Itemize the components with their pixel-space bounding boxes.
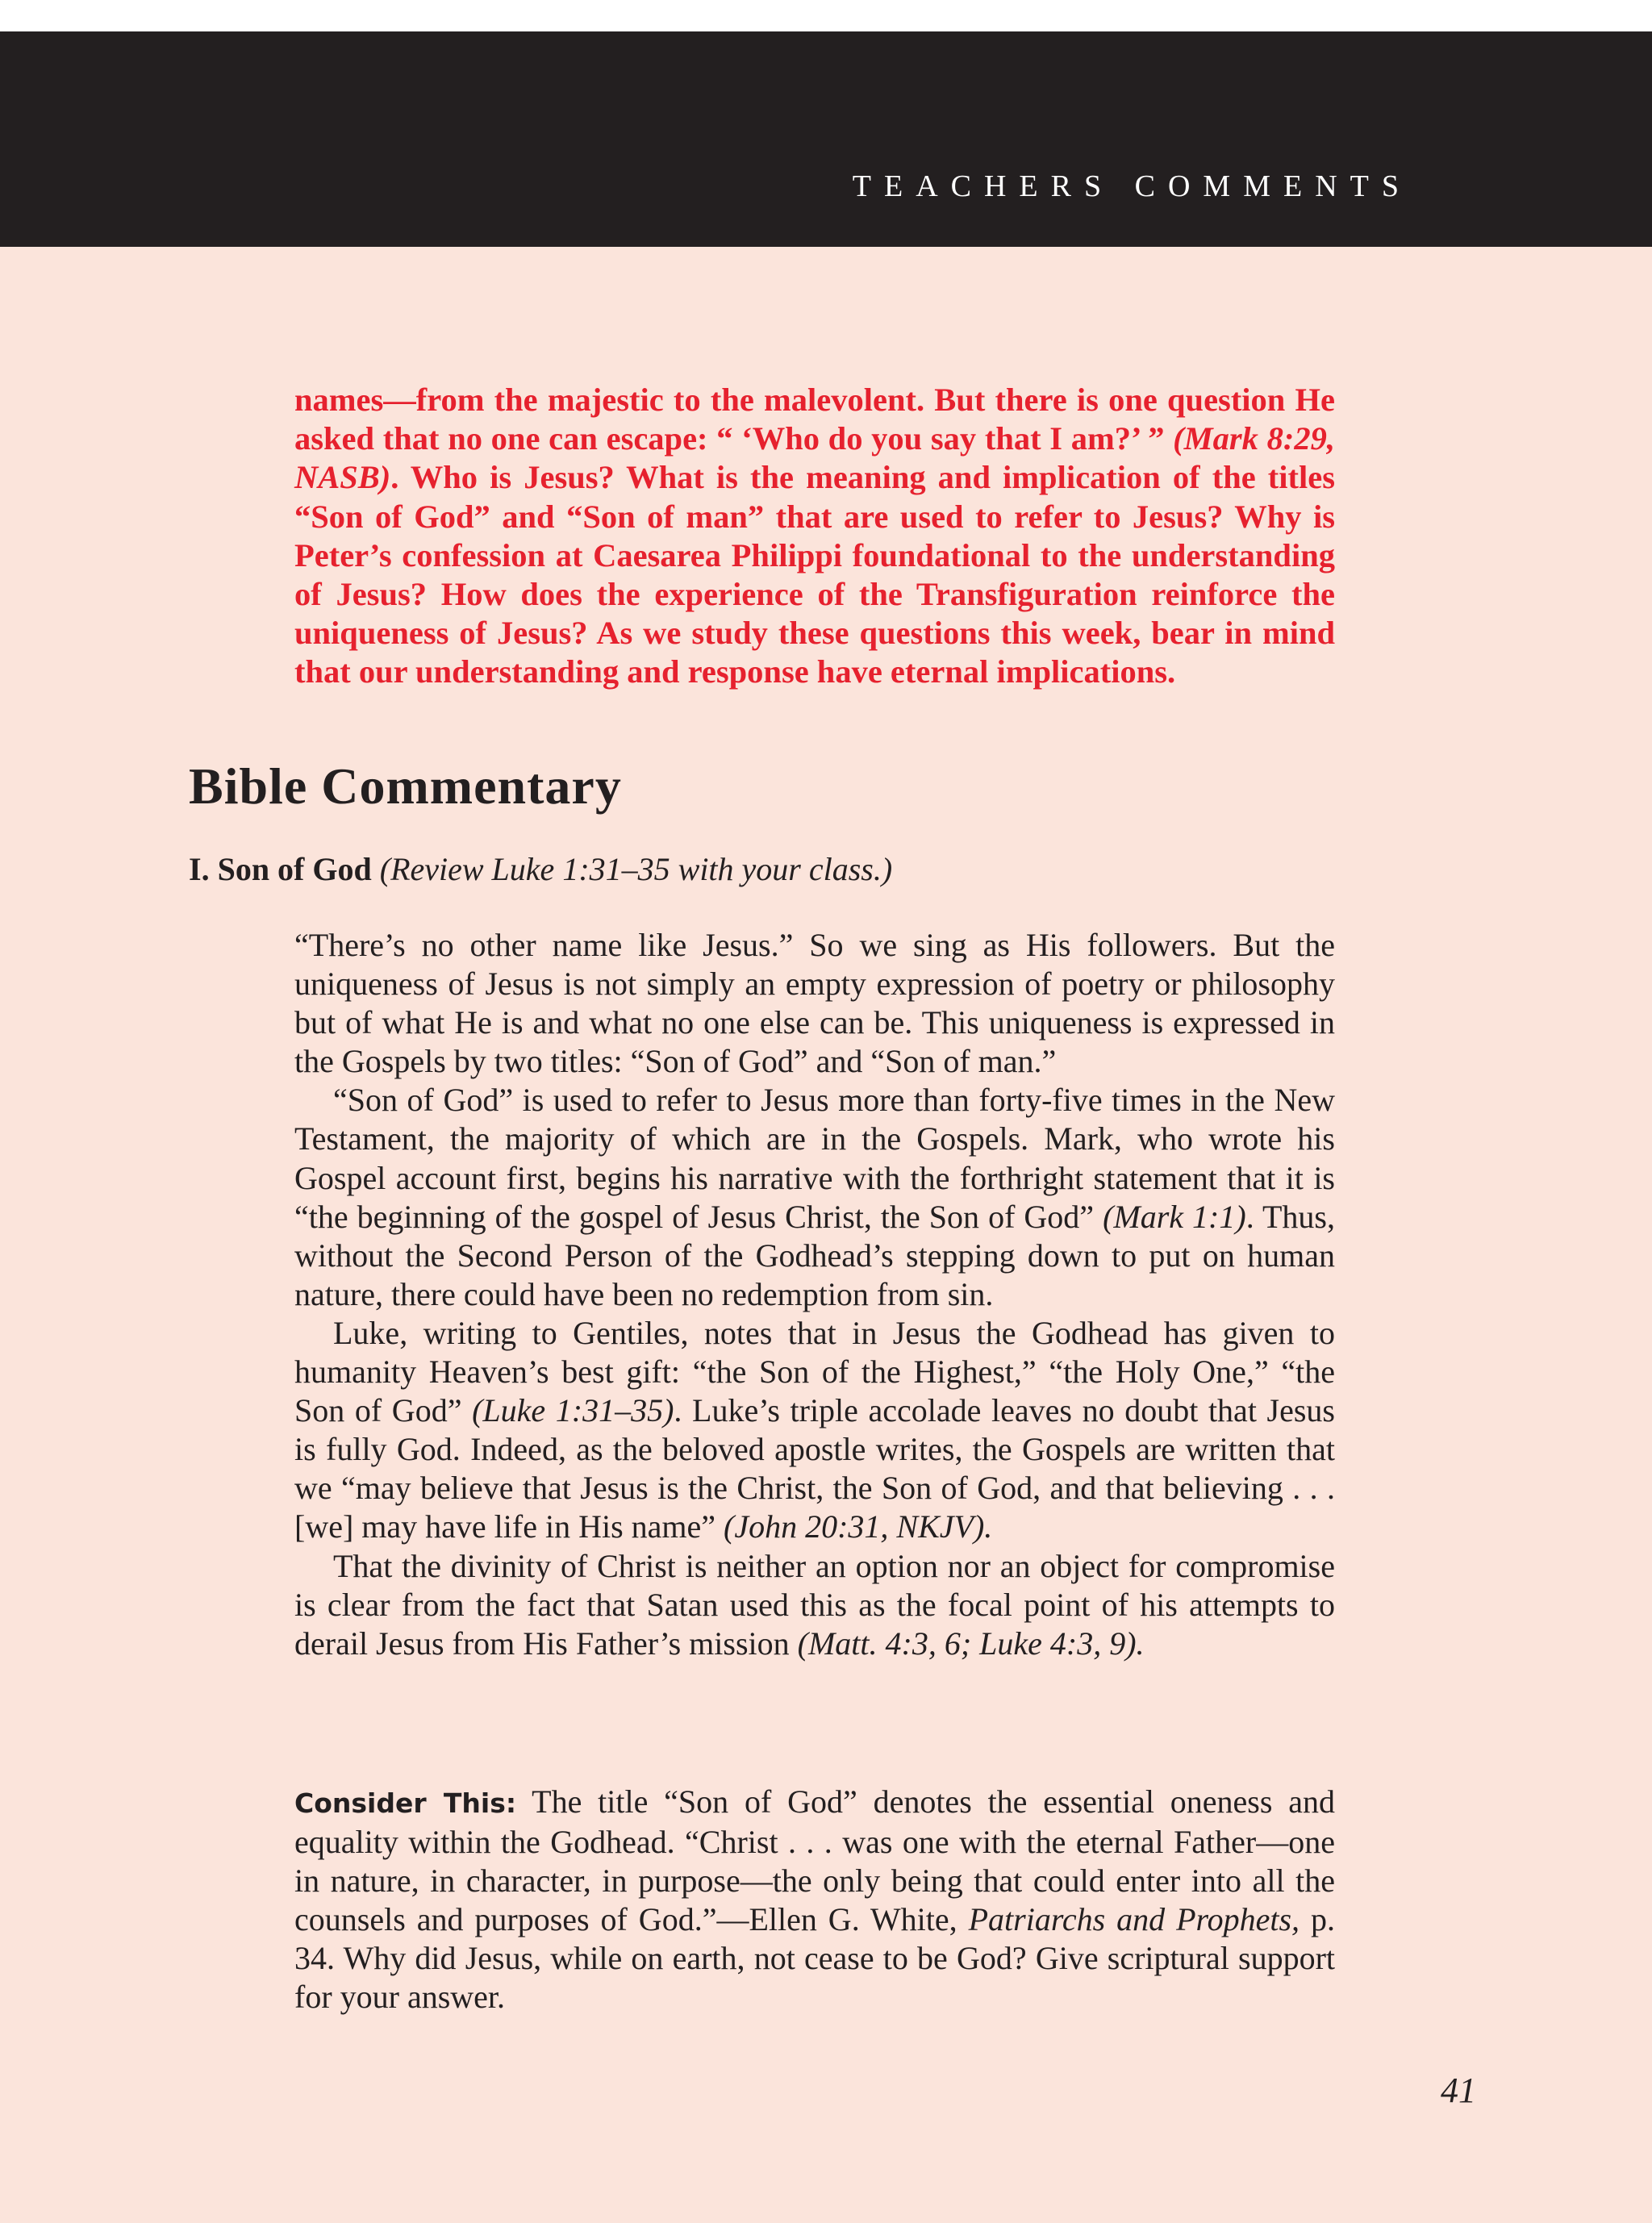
consider-this-block	[294, 1783, 1335, 2017]
section-heading: Bible Commentary	[189, 757, 622, 815]
paragraph-2-ref: (Mark 1:1)	[1103, 1198, 1246, 1235]
paragraph-4-text-a: That the divinity of Christ is neither an option nor an object for compromise is clear from the fact that Satan used this as the focal point of his attempts to derail Jesus from His Father’s mission	[294, 1547, 1335, 1662]
intro-text-part2: . Who is Jesus? What is the meaning and implication of the titles “Son of God” and “Son of man” that are used to refer to Jesus? Why is Peter’s confession at Caesarea Philippi foundational to the understanding of Jesus? How does the experience of the Transfiguration reinforce the uniqueness of Jesus? As we study these questions this week, bear in mind that our understanding and response have eternal implications.	[294, 459, 1335, 690]
paragraph-2	[294, 1081, 1335, 1314]
paragraph-4-ref: (Matt. 4:3, 6; Luke 4:3, 9).	[797, 1624, 1145, 1662]
subsection-heading	[189, 850, 892, 888]
consider-book-title: Patriarchs and Prophets,	[968, 1901, 1300, 1938]
paragraph-3-ref-1: (Luke 1:31–35)	[472, 1392, 674, 1429]
paragraph-4	[294, 1547, 1335, 1663]
consider-text-a: The title “Son of God” denotes the essential oneness and equality within the Godhead. “Christ . . . was one with the eternal Father—one in nature, in character, in purpose—the only being that could enter into all the counsels and purposes of God.”—Ellen G. White,	[294, 1783, 1335, 1938]
consider-this-label: Consider This:	[294, 1787, 517, 1819]
paragraph-3-ref-2: (John 20:31, NKJV).	[724, 1508, 993, 1545]
intro-paragraph	[294, 381, 1335, 692]
page-number: 41	[1441, 2071, 1476, 2110]
paragraph-2-text-a: “Son of God” is used to refer to Jesus more than forty-five times in the New Testament, the majority of which are in the Gospels. Mark, who wrote his Gospel account first, begins his narrative with the forthright statement that it is “the beginning of the gospel of Jesus Christ, the Son of God”	[294, 1082, 1335, 1235]
intro-text-part1: names—from the majestic to the malevolent. But there is one question He asked that no one can escape: “ ‘Who do you say that I am?’ ”	[294, 382, 1335, 457]
paragraph-1: “There’s no other name like Jesus.” So we sing as His followers. But the uniqueness of Jesus is not simply an empty expression of poetry or philosophy but of what He is and what no one else can be. This uniqueness is expressed in the Gospels by two titles: “Son of God” and “Son of man.”	[294, 927, 1335, 1080]
commentary-body	[294, 926, 1335, 1663]
paragraph-2-text-b: . Thus, without the Second Person of the Godhead’s stepping down to put on human nature, there could have been no redemption from sin.	[294, 1198, 1335, 1312]
header-band	[0, 31, 1652, 247]
subsection-review-note: (Review Luke 1:31–35 with your class.)	[379, 851, 893, 887]
consider-text-b: p. 34. Why did Jesus, while on earth, not cease to be God? Give scriptural support for your answer.	[294, 1901, 1336, 2016]
paragraph-3-text-b: . Luke’s triple accolade leaves no doubt that Jesus is fully God. Indeed, as the beloved apostle writes, the Gospels are written that we “may believe that Jesus is the Christ, the Son of God, and that believing . . . [we] may have life in His name”	[294, 1392, 1335, 1545]
paragraph-3-text-a: Luke, writing to Gentiles, notes that in Jesus the Godhead has given to humanity Heaven’s best gift: “the Son of the Highest,” “the Holy One,” “the Son of God”	[294, 1314, 1335, 1429]
intro-scripture-ref: (Mark 8:29, NASB)	[294, 420, 1335, 496]
header-title: TEACHERS COMMENTS	[852, 169, 1412, 203]
paragraph-3	[294, 1314, 1335, 1547]
subsection-title: I. Son of God	[189, 851, 372, 887]
